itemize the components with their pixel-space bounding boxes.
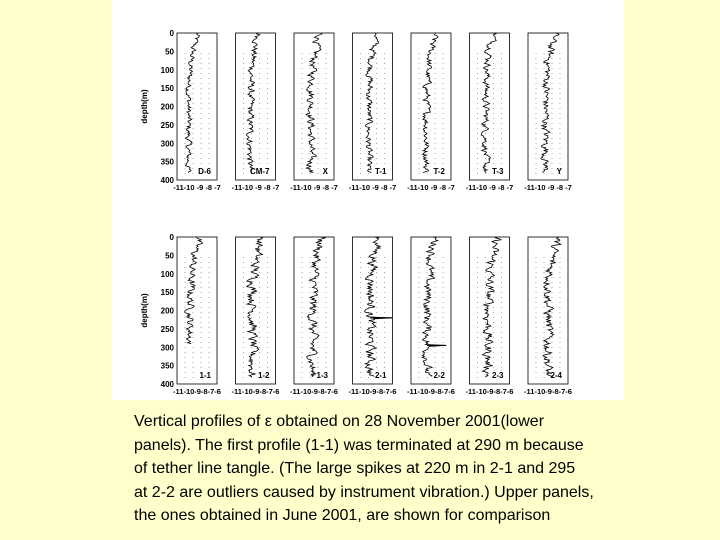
y-tick-label: 100 bbox=[160, 65, 174, 75]
x-tick-label: -11-10-9-8-7-6 bbox=[407, 387, 455, 396]
profile-panel bbox=[524, 33, 572, 192]
profile-figure bbox=[112, 0, 624, 400]
profile-panel bbox=[466, 237, 514, 396]
y-tick-label: 0 bbox=[169, 233, 174, 242]
profile-panel bbox=[349, 237, 397, 396]
x-tick-label: -11-10-9-8-7-6 bbox=[524, 387, 572, 396]
y-axis-label: depth(m) bbox=[140, 89, 149, 124]
panel-label: CM-7 bbox=[249, 167, 270, 176]
y-tick-label: 400 bbox=[160, 380, 174, 389]
chart-group-june-2001 bbox=[140, 29, 572, 192]
panel-frame bbox=[411, 237, 451, 384]
x-tick-label: -11-10 -9 -8 -7 bbox=[407, 183, 455, 192]
x-tick-label: -11-10 -9 -8 -7 bbox=[465, 183, 514, 192]
panel-frame bbox=[177, 33, 217, 180]
y-tick-label: 200 bbox=[160, 306, 174, 316]
panel-label: X bbox=[322, 167, 328, 176]
y-tick-label: 250 bbox=[160, 120, 174, 130]
panel-label: 2-2 bbox=[433, 371, 445, 380]
caption-line: panels). The first profile (1-1) was terminated at 290 m because bbox=[134, 436, 584, 454]
figure bbox=[112, 0, 624, 400]
x-tick-label: -11-10-9-8-7-6 bbox=[231, 387, 280, 396]
x-tick-label: -11-10-9-8-7-6 bbox=[348, 387, 397, 396]
profile-panel bbox=[232, 33, 280, 192]
profile-panel bbox=[349, 33, 397, 192]
y-axis-label: depth(m) bbox=[140, 293, 149, 328]
y-tick-label: 0 bbox=[169, 29, 174, 38]
y-tick-label: 150 bbox=[160, 84, 174, 94]
x-tick-label: -11-10 -9 -8 -7 bbox=[173, 183, 221, 192]
x-tick-label: -11-10-9-8-7-6 bbox=[465, 387, 514, 396]
profile-panel bbox=[407, 33, 455, 192]
figure-caption bbox=[134, 410, 674, 528]
chart-group-november-2001 bbox=[140, 233, 572, 396]
caption-line: at 2-2 are outliers caused by instrument vibration.) Upper panels, bbox=[134, 483, 594, 501]
panel-label: 1-1 bbox=[199, 371, 211, 380]
panel-label: T-1 bbox=[374, 167, 387, 176]
y-tick-label: 100 bbox=[160, 269, 174, 279]
x-tick-label: -11-10 -9 -8 -7 bbox=[231, 183, 280, 192]
caption-line: the ones obtained in June 2001, are shown for comparison bbox=[134, 507, 551, 524]
y-tick-label: 400 bbox=[160, 176, 174, 185]
caption-line: Vertical profiles of ε obtained on 28 November 2001(lower bbox=[134, 413, 545, 430]
panel-frame bbox=[236, 33, 276, 180]
panel-frame bbox=[353, 33, 393, 180]
panel-label: T-3 bbox=[491, 167, 504, 176]
panel-frame bbox=[470, 237, 510, 384]
panel-label: Y bbox=[556, 167, 562, 176]
profile-panel bbox=[232, 237, 280, 396]
panel-label: T-2 bbox=[433, 167, 445, 176]
panel-label: 1-3 bbox=[316, 371, 328, 380]
y-tick-label: 350 bbox=[160, 157, 174, 167]
y-tick-label: 200 bbox=[160, 102, 174, 112]
y-tick-label: 150 bbox=[160, 288, 174, 298]
x-tick-label: -11-10-9-8-7-6 bbox=[290, 387, 338, 396]
panel-label: 2-3 bbox=[491, 371, 504, 380]
panel-label: D-6 bbox=[198, 167, 211, 176]
panel-frame bbox=[294, 33, 334, 180]
y-tick-label: 300 bbox=[160, 139, 174, 149]
y-tick-label: 50 bbox=[165, 251, 174, 261]
caption-line: of tether line tangle. (The large spikes at 220 m in 2-1 and 295 bbox=[134, 460, 576, 477]
profile-panel bbox=[290, 33, 338, 192]
y-tick-label: 250 bbox=[160, 324, 174, 334]
panel-frame bbox=[177, 237, 217, 384]
y-tick-label: 50 bbox=[165, 47, 174, 57]
profile-panel bbox=[173, 237, 221, 396]
panel-label: 1-2 bbox=[257, 371, 270, 380]
profile-panel bbox=[290, 237, 338, 396]
profile-panel bbox=[173, 33, 221, 192]
x-tick-label: -11-10-9-8-7-6 bbox=[173, 387, 221, 396]
y-tick-label: 300 bbox=[160, 343, 174, 353]
panel-frame bbox=[528, 33, 568, 180]
profile-panel bbox=[407, 237, 455, 396]
panel-label: 2-4 bbox=[550, 371, 562, 380]
x-tick-label: -11-10 -9 -8 -7 bbox=[524, 183, 572, 192]
x-tick-label: -11-10 -9 -8 -7 bbox=[290, 183, 338, 192]
panel-label: 2-1 bbox=[374, 371, 387, 380]
profile-panel bbox=[466, 33, 514, 192]
profile-panel bbox=[524, 237, 572, 396]
x-tick-label: -11-10 -9 -8 -7 bbox=[348, 183, 397, 192]
panel-frame bbox=[294, 237, 334, 384]
y-tick-label: 350 bbox=[160, 361, 174, 371]
